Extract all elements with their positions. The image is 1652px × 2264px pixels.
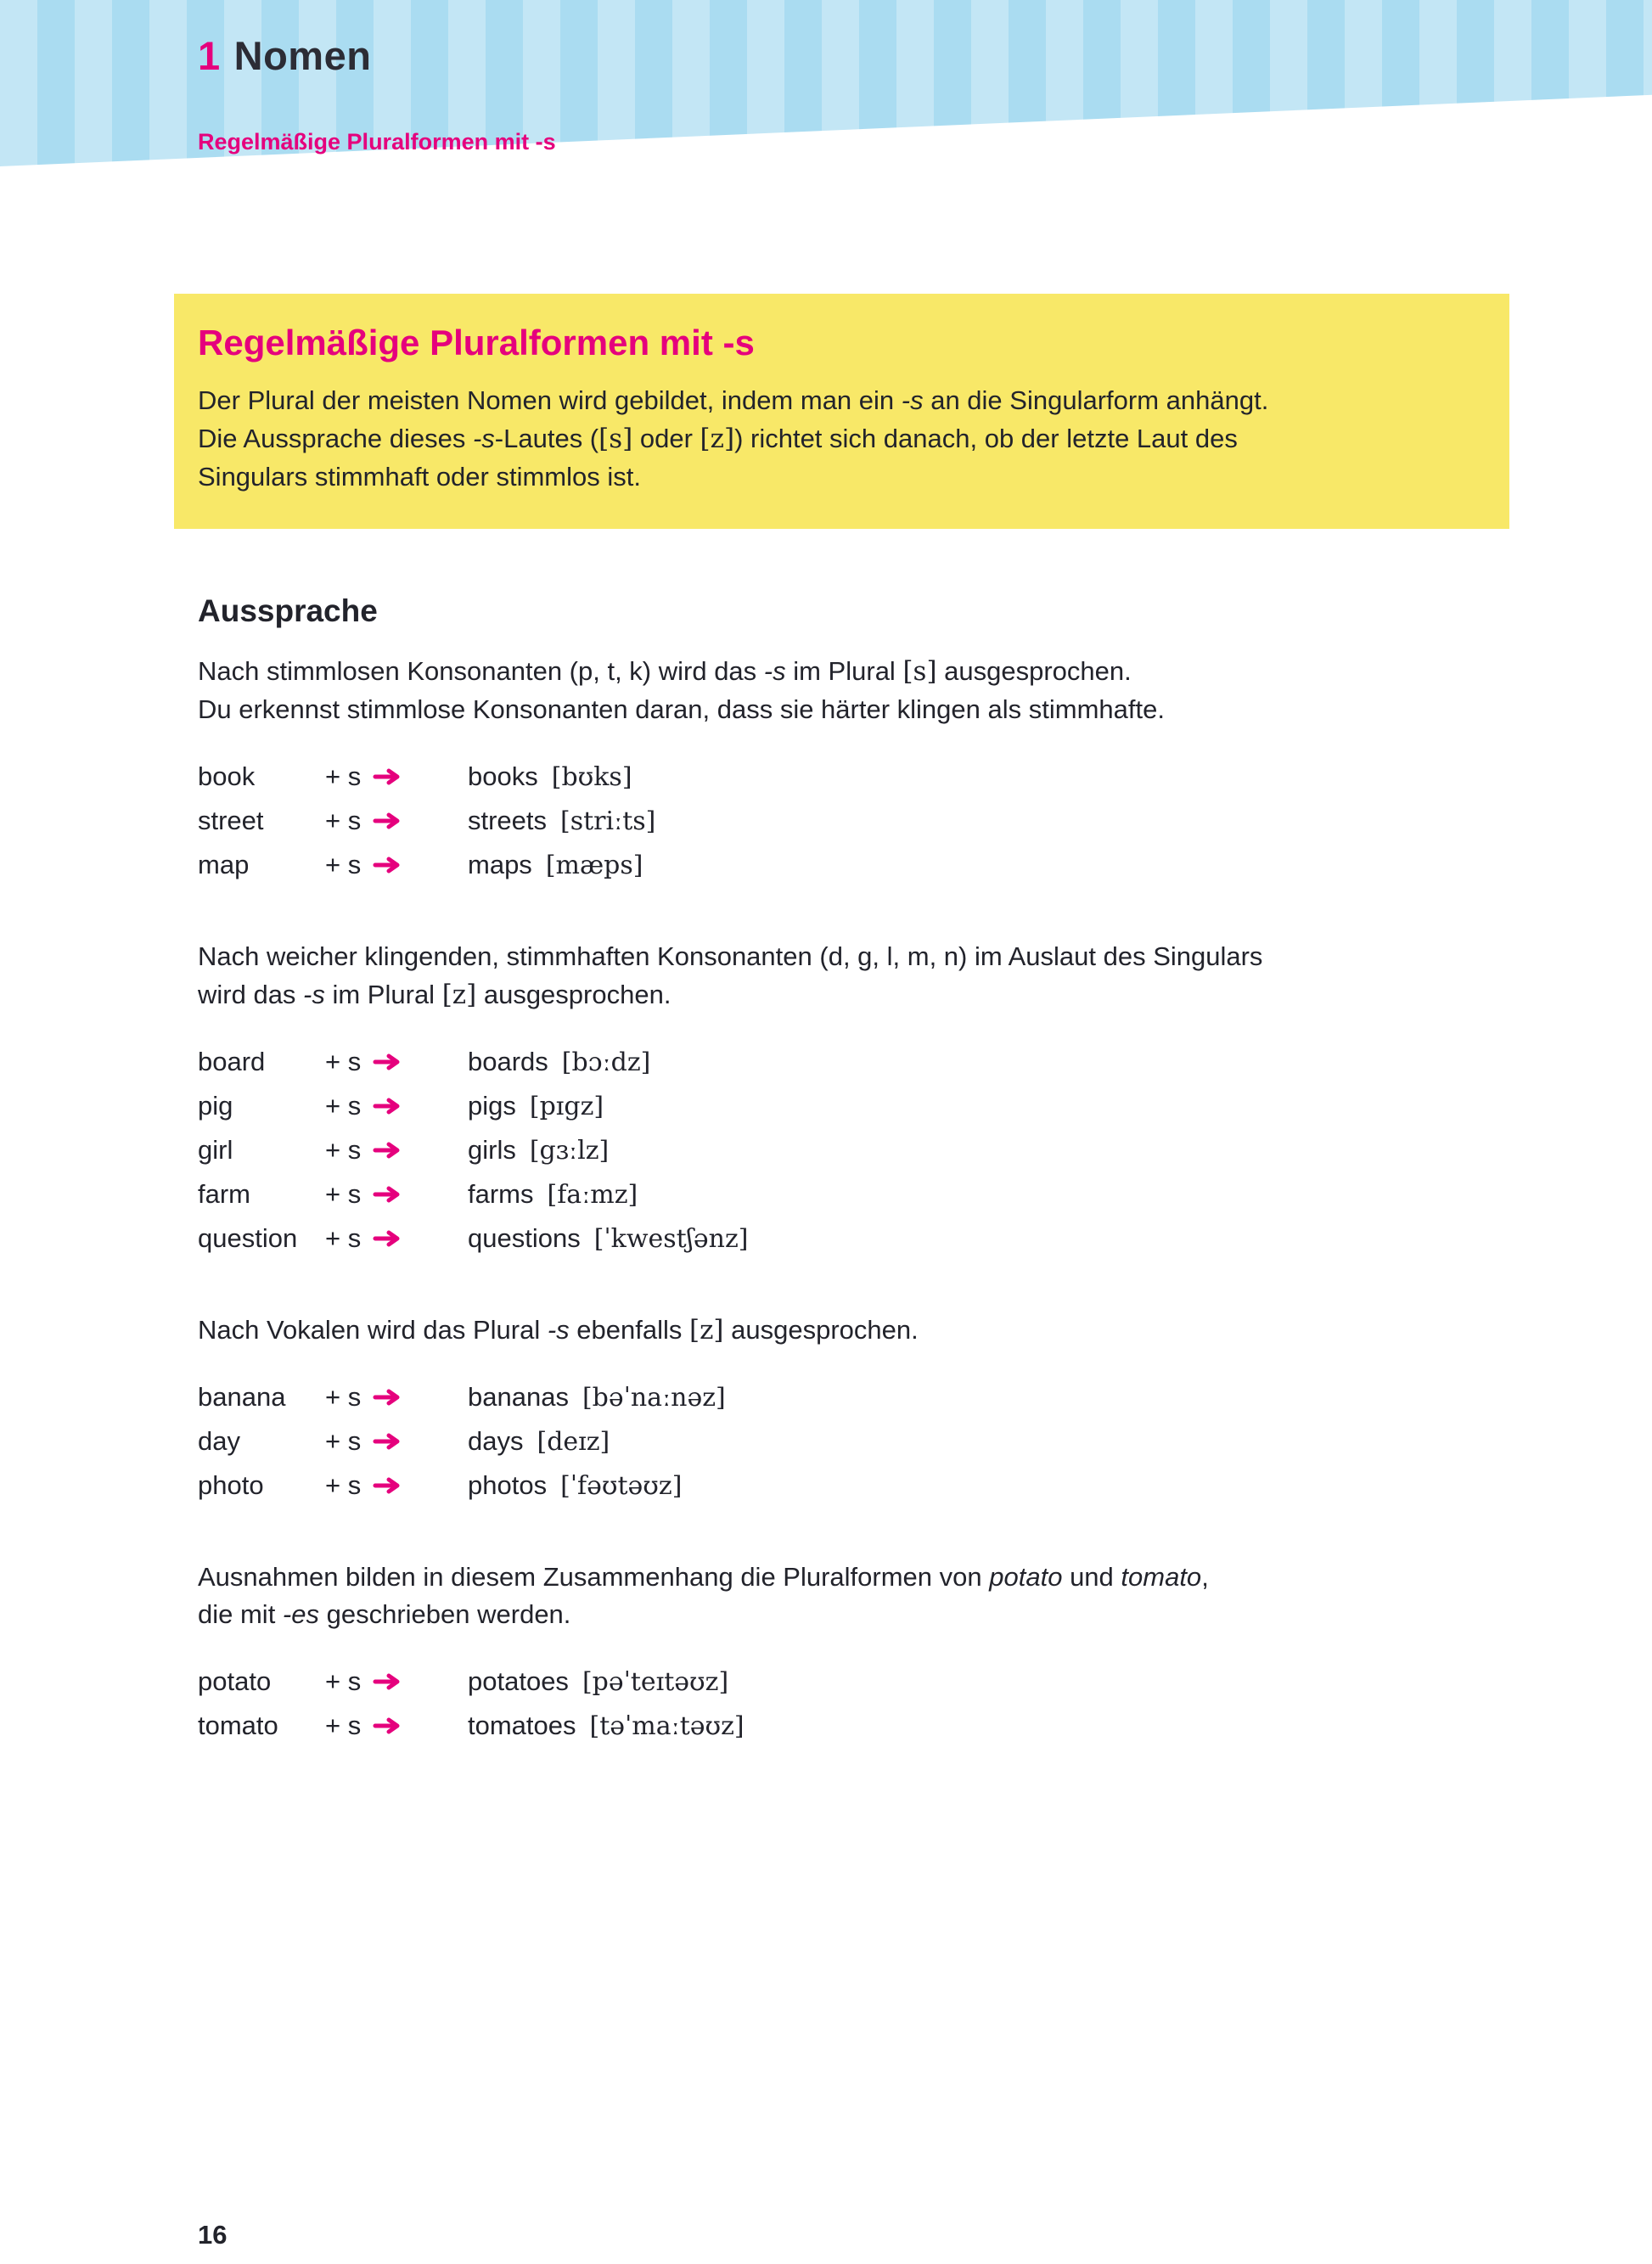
result-word: books (468, 761, 538, 791)
intro-box-body: Der Plural der meisten Nomen wird gebildet, indem man ein -s an die Singularform anhängt. Die Aussprache dieses -s-Lautes ([s] oder [z]) richtet sich danach, ob der letzte Laut des Singulars stimmhaft oder stimmlos ist. (198, 385, 1269, 492)
result-word: photos (468, 1469, 548, 1500)
result-phonetic: [bʊks] (551, 761, 632, 792)
example-result (468, 850, 1509, 880)
result-phonetic: [striːts] (560, 806, 656, 836)
example-result (468, 1135, 1509, 1166)
example-row (198, 755, 1509, 799)
plus-s-label: + s (325, 1711, 362, 1741)
result-word: farms (468, 1178, 534, 1209)
example-row (198, 1084, 1509, 1128)
example-result (468, 1382, 1509, 1413)
example-result (468, 761, 1509, 792)
result-word: questions (468, 1222, 581, 1253)
arrow-icon (373, 1229, 468, 1248)
result-phonetic: [ˈfəʊtəʊz] (560, 1470, 683, 1501)
intro-box-title: Regelmäßige Pluralformen mit -s (198, 323, 755, 362)
arrow-icon (373, 1097, 468, 1115)
example-row (198, 1375, 1509, 1419)
examples-table (198, 1660, 1509, 1748)
result-phonetic: [pəˈteɪtəʊz] (582, 1667, 729, 1698)
example-word: photo (198, 1469, 264, 1500)
example-result (468, 1666, 1509, 1697)
plus-s-label: + s (325, 1178, 362, 1209)
example-result (468, 1223, 1509, 1254)
example-word: tomato (198, 1711, 278, 1741)
result-word: boards (468, 1046, 548, 1076)
chapter-title: Nomen (233, 33, 372, 78)
example-result (468, 1711, 1509, 1741)
result-word: girls (468, 1134, 516, 1165)
arrow-icon (373, 1053, 468, 1071)
example-row (198, 1463, 1509, 1508)
result-word: maps (468, 849, 532, 879)
result-phonetic: [pɪgz] (529, 1091, 604, 1121)
section-heading: Aussprache (198, 593, 378, 628)
pronunciation-section (174, 593, 1509, 1749)
paragraph: Nach Vokalen wird das Plural -s ebenfalls [z] ausgesprochen. (198, 1314, 919, 1345)
example-result (468, 1470, 1509, 1501)
arrow-icon (373, 1388, 468, 1407)
plus-s-label: + s (325, 805, 362, 835)
result-phonetic: [faːmz] (547, 1179, 638, 1210)
examples-table (198, 755, 1509, 887)
example-word: street (198, 805, 264, 835)
example-word: pig (198, 1090, 233, 1121)
plus-s-label: + s (325, 1469, 362, 1500)
example-word: banana (198, 1381, 286, 1412)
example-result (468, 1047, 1509, 1077)
chapter-heading (198, 32, 371, 79)
result-word: pigs (468, 1090, 516, 1121)
example-word: potato (198, 1666, 272, 1697)
example-result (468, 806, 1509, 836)
result-phonetic: [ˈkwestʃənz] (593, 1223, 749, 1254)
paragraph: Nach stimmlosen Konsonanten (p, t, k) wird das -s im Plural [s] ausgesprochen. Du erkennst stimmlose Konsonanten daran, dass sie härter klingen als stimmhafte. (198, 655, 1165, 724)
arrow-icon (373, 767, 468, 786)
plus-s-label: + s (325, 1425, 362, 1456)
example-row (198, 1660, 1509, 1704)
arrow-icon (373, 1672, 468, 1691)
arrow-icon (373, 856, 468, 874)
example-row (198, 799, 1509, 843)
paragraph: Ausnahmen bilden in diesem Zusammenhang die Pluralformen von potato und tomato, die mit -es geschrieben werden. (198, 1561, 1209, 1630)
example-word: question (198, 1222, 298, 1253)
pronunciation-block (198, 938, 1509, 1261)
intro-box (174, 294, 1509, 529)
page-content (174, 166, 1509, 1748)
plus-s-label: + s (325, 1222, 362, 1253)
arrow-icon (373, 1716, 468, 1735)
example-row (198, 1704, 1509, 1748)
pronunciation-block (198, 653, 1509, 887)
example-row (198, 1216, 1509, 1261)
plus-s-label: + s (325, 1046, 362, 1076)
pronunciation-block (198, 1559, 1509, 1749)
example-word: book (198, 761, 256, 791)
arrow-icon (373, 812, 468, 830)
pronunciation-blocks (198, 653, 1509, 1749)
example-word: board (198, 1046, 266, 1076)
result-phonetic: [bɔːdz] (561, 1047, 651, 1077)
example-word: farm (198, 1178, 250, 1209)
result-word: streets (468, 805, 548, 835)
example-row (198, 1128, 1509, 1172)
result-word: potatoes (468, 1666, 569, 1697)
examples-table (198, 1040, 1509, 1261)
page-number: 16 (198, 2220, 228, 2250)
arrow-icon (373, 1476, 468, 1495)
result-phonetic: [deɪz] (537, 1426, 610, 1457)
chapter-number: 1 (198, 33, 221, 78)
result-word: bananas (468, 1381, 569, 1412)
example-row (198, 1419, 1509, 1463)
plus-s-label: + s (325, 761, 362, 791)
result-word: tomatoes (468, 1711, 576, 1741)
examples-table (198, 1375, 1509, 1508)
result-phonetic: [gɜːlz] (529, 1135, 610, 1166)
plus-s-label: + s (325, 1381, 362, 1412)
result-phonetic: [təˈmaːtəʊz] (589, 1711, 745, 1742)
plus-s-label: + s (325, 1090, 362, 1121)
pronunciation-block (198, 1312, 1509, 1508)
plus-s-label: + s (325, 849, 362, 879)
arrow-icon (373, 1141, 468, 1160)
example-result (468, 1179, 1509, 1210)
result-word: days (468, 1425, 524, 1456)
example-result (468, 1426, 1509, 1457)
example-row (198, 1040, 1509, 1084)
paragraph: Nach weicher klingenden, stimmhaften Konsonanten (d, g, l, m, n) im Auslaut des Singulars wird das -s im Plural [z] ausgesprochen. (198, 941, 1263, 1010)
chapter-subtitle: Regelmäßige Pluralformen mit -s (198, 129, 556, 154)
example-word: map (198, 849, 250, 879)
arrow-icon (373, 1185, 468, 1204)
arrow-icon (373, 1432, 468, 1451)
plus-s-label: + s (325, 1666, 362, 1697)
example-word: girl (198, 1134, 233, 1165)
example-word: day (198, 1425, 240, 1456)
result-phonetic: [mæps] (545, 850, 643, 880)
example-result (468, 1091, 1509, 1121)
result-phonetic: [bəˈnaːnəz] (582, 1382, 726, 1413)
example-row (198, 1172, 1509, 1216)
plus-s-label: + s (325, 1134, 362, 1165)
example-row (198, 843, 1509, 887)
